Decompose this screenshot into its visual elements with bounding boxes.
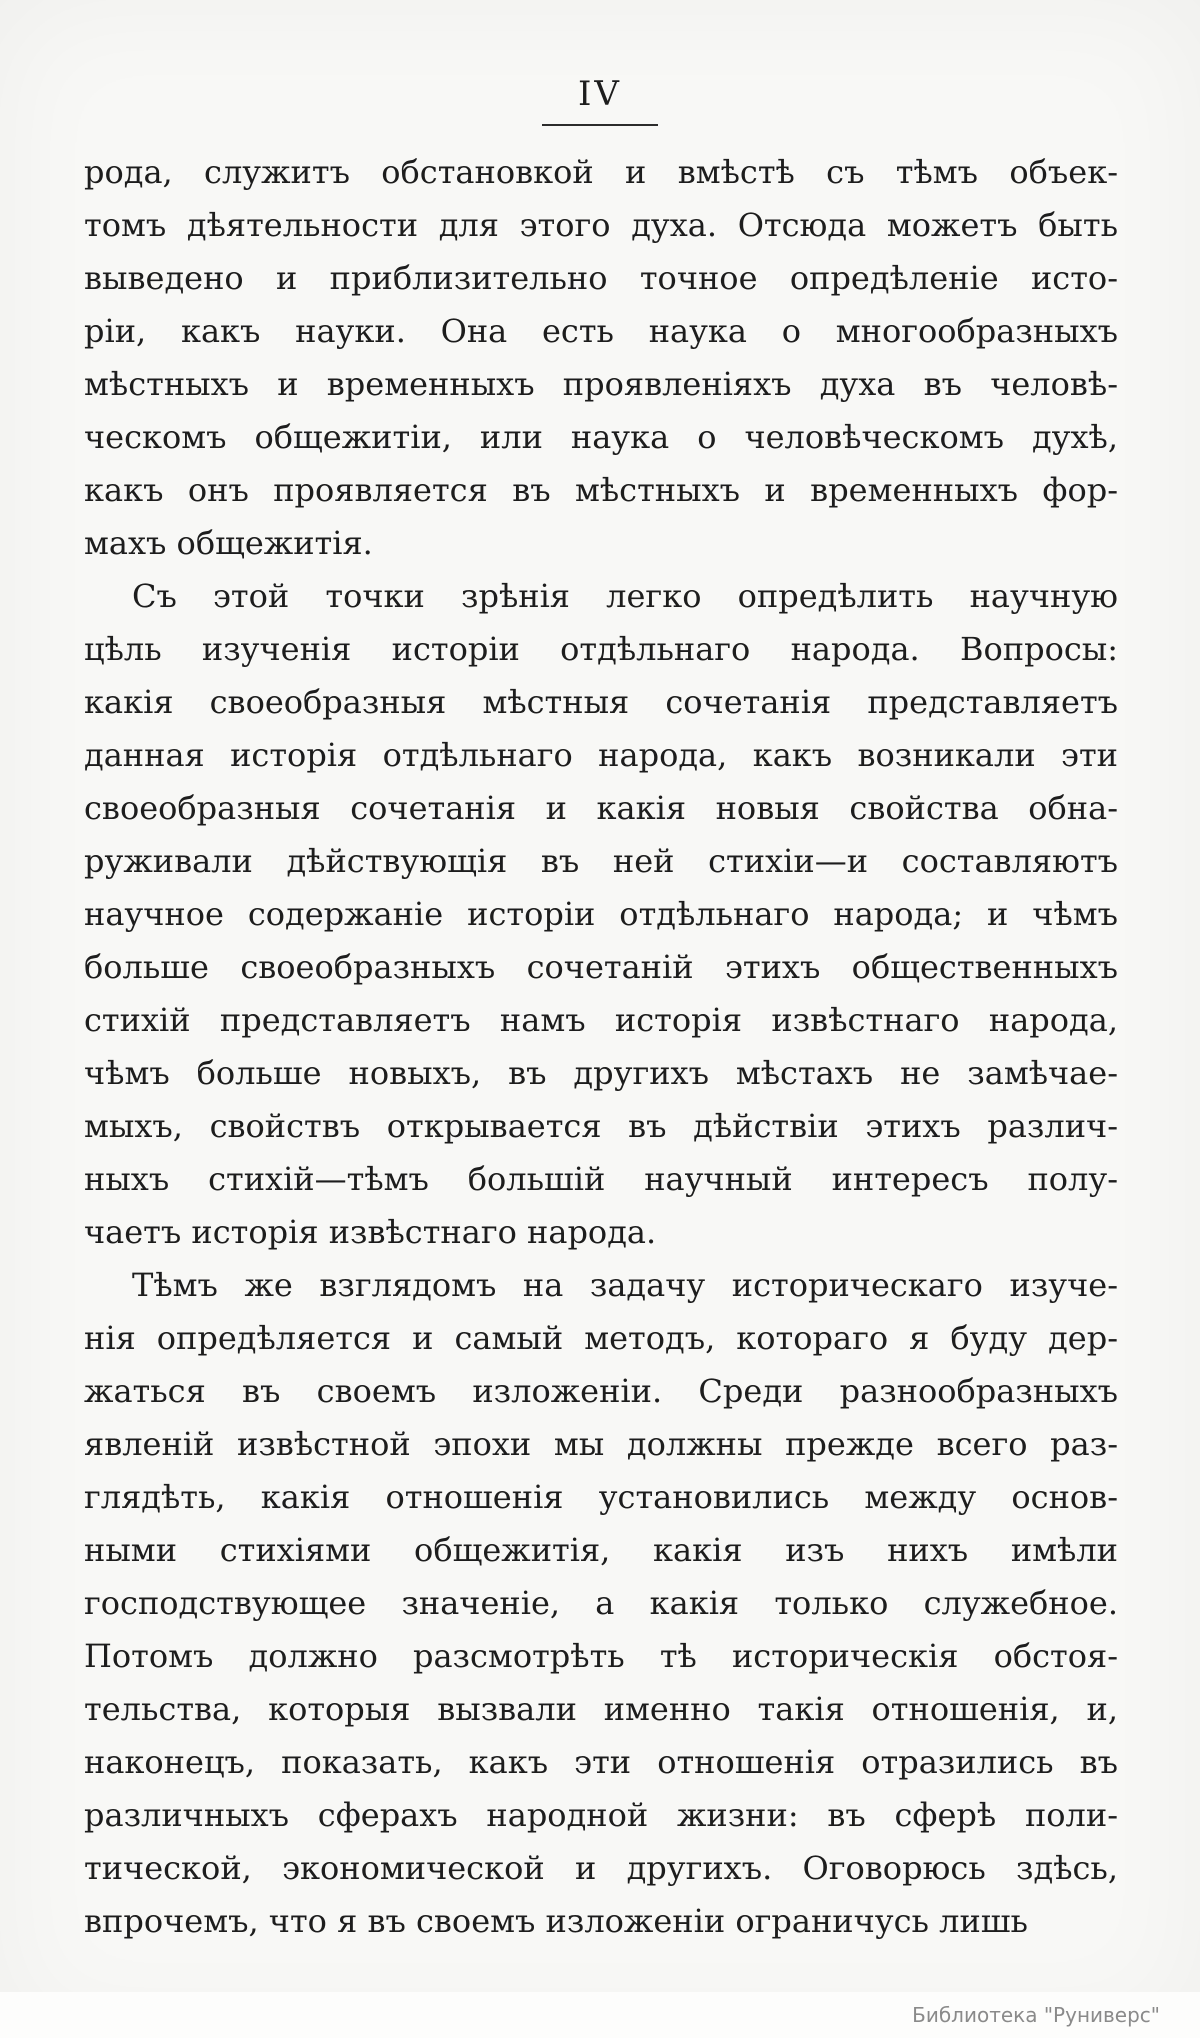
paragraph [84, 570, 1118, 1259]
text-line: своеобразныя сочетанія и какія новыя свойства обна- [84, 789, 1118, 827]
text-line: ныхъ стихій—тѣмъ большій научный интересъ полу- [84, 1160, 1118, 1198]
watermark: Библиотека "Руниверс" [912, 2003, 1160, 2027]
text-line: махъ общежитія. [84, 524, 373, 562]
text-line: больше своеобразныхъ сочетаній этихъ общественныхъ [84, 948, 1118, 986]
text-line: данная исторія отдѣльнаго народа, какъ возникали эти [84, 736, 1118, 774]
text-line: наконецъ, показать, какъ эти отношенія отразились въ [84, 1743, 1118, 1781]
page-number-row [0, 74, 1200, 126]
body-text [84, 146, 1118, 1948]
text-line: какія своеобразныя мѣстныя сочетанія представляетъ [84, 683, 1118, 721]
text-line: какъ онъ проявляется въ мѣстныхъ и временныхъ фор- [84, 471, 1118, 509]
text-line: чаетъ исторія извѣстнаго народа. [84, 1213, 657, 1251]
text-line: рода, служитъ обстановкой и вмѣстѣ съ тѣмъ объек- [84, 153, 1118, 191]
text-line: явленій извѣстной эпохи мы должны прежде всего раз- [84, 1425, 1118, 1463]
text-line: нія опредѣляется и самый методъ, котораго я буду дер- [84, 1319, 1118, 1357]
text-line: тической, экономической и другихъ. Оговорюсь здѣсь, [84, 1849, 1118, 1887]
text-line: Съ этой точки зрѣнія легко опредѣлить научную [132, 577, 1118, 615]
text-line: ріи, какъ науки. Она есть наука о многообразныхъ [84, 312, 1118, 350]
text-line: ческомъ общежитіи, или наука о человѣческомъ духѣ, [84, 418, 1118, 456]
text-line: мѣстныхъ и временныхъ проявленіяхъ духа въ человѣ- [84, 365, 1118, 403]
text-line: чѣмъ больше новыхъ, въ другихъ мѣстахъ не замѣчае- [84, 1054, 1118, 1092]
text-line: цѣль изученія исторіи отдѣльнаго народа. Вопросы: [84, 630, 1118, 668]
text-line: господствующее значеніе, а какія только служебное. [84, 1584, 1118, 1622]
text-line: научное содержаніе исторіи отдѣльнаго народа; и чѣмъ [84, 895, 1118, 933]
text-line: жаться въ своемъ изложеніи. Среди разнообразныхъ [84, 1372, 1118, 1410]
text-line: Тѣмъ же взглядомъ на задачу историческаго изуче- [132, 1266, 1118, 1304]
text-line: впрочемъ, что я въ своемъ изложеніи ограничусь лишь [84, 1902, 1028, 1940]
text-line: глядѣть, какія отношенія установились между основ- [84, 1478, 1118, 1516]
footer-bar [0, 1992, 1200, 2038]
text-line: стихій представляетъ намъ исторія извѣстнаго народа, [84, 1001, 1118, 1039]
paragraph [84, 1259, 1118, 1948]
text-line: Потомъ должно разсмотрѣть тѣ историческія обстоя- [84, 1637, 1118, 1675]
page-number: IV [542, 74, 658, 126]
text-line: ными стихіями общежитія, какія изъ нихъ имѣли [84, 1531, 1118, 1569]
text-line: руживали дѣйствующія въ ней стихіи—и составляютъ [84, 842, 1118, 880]
paragraph [84, 146, 1118, 570]
text-line: различныхъ сферахъ народной жизни: въ сферѣ поли- [84, 1796, 1118, 1834]
text-line: томъ дѣятельности для этого духа. Отсюда можетъ быть [84, 206, 1118, 244]
text-line: тельства, которыя вызвали именно такія отношенія, и, [84, 1690, 1118, 1728]
text-line: мыхъ, свойствъ открывается въ дѣйствіи этихъ различ- [84, 1107, 1118, 1145]
text-line: выведено и приблизительно точное опредѣленіе исто- [84, 259, 1118, 297]
